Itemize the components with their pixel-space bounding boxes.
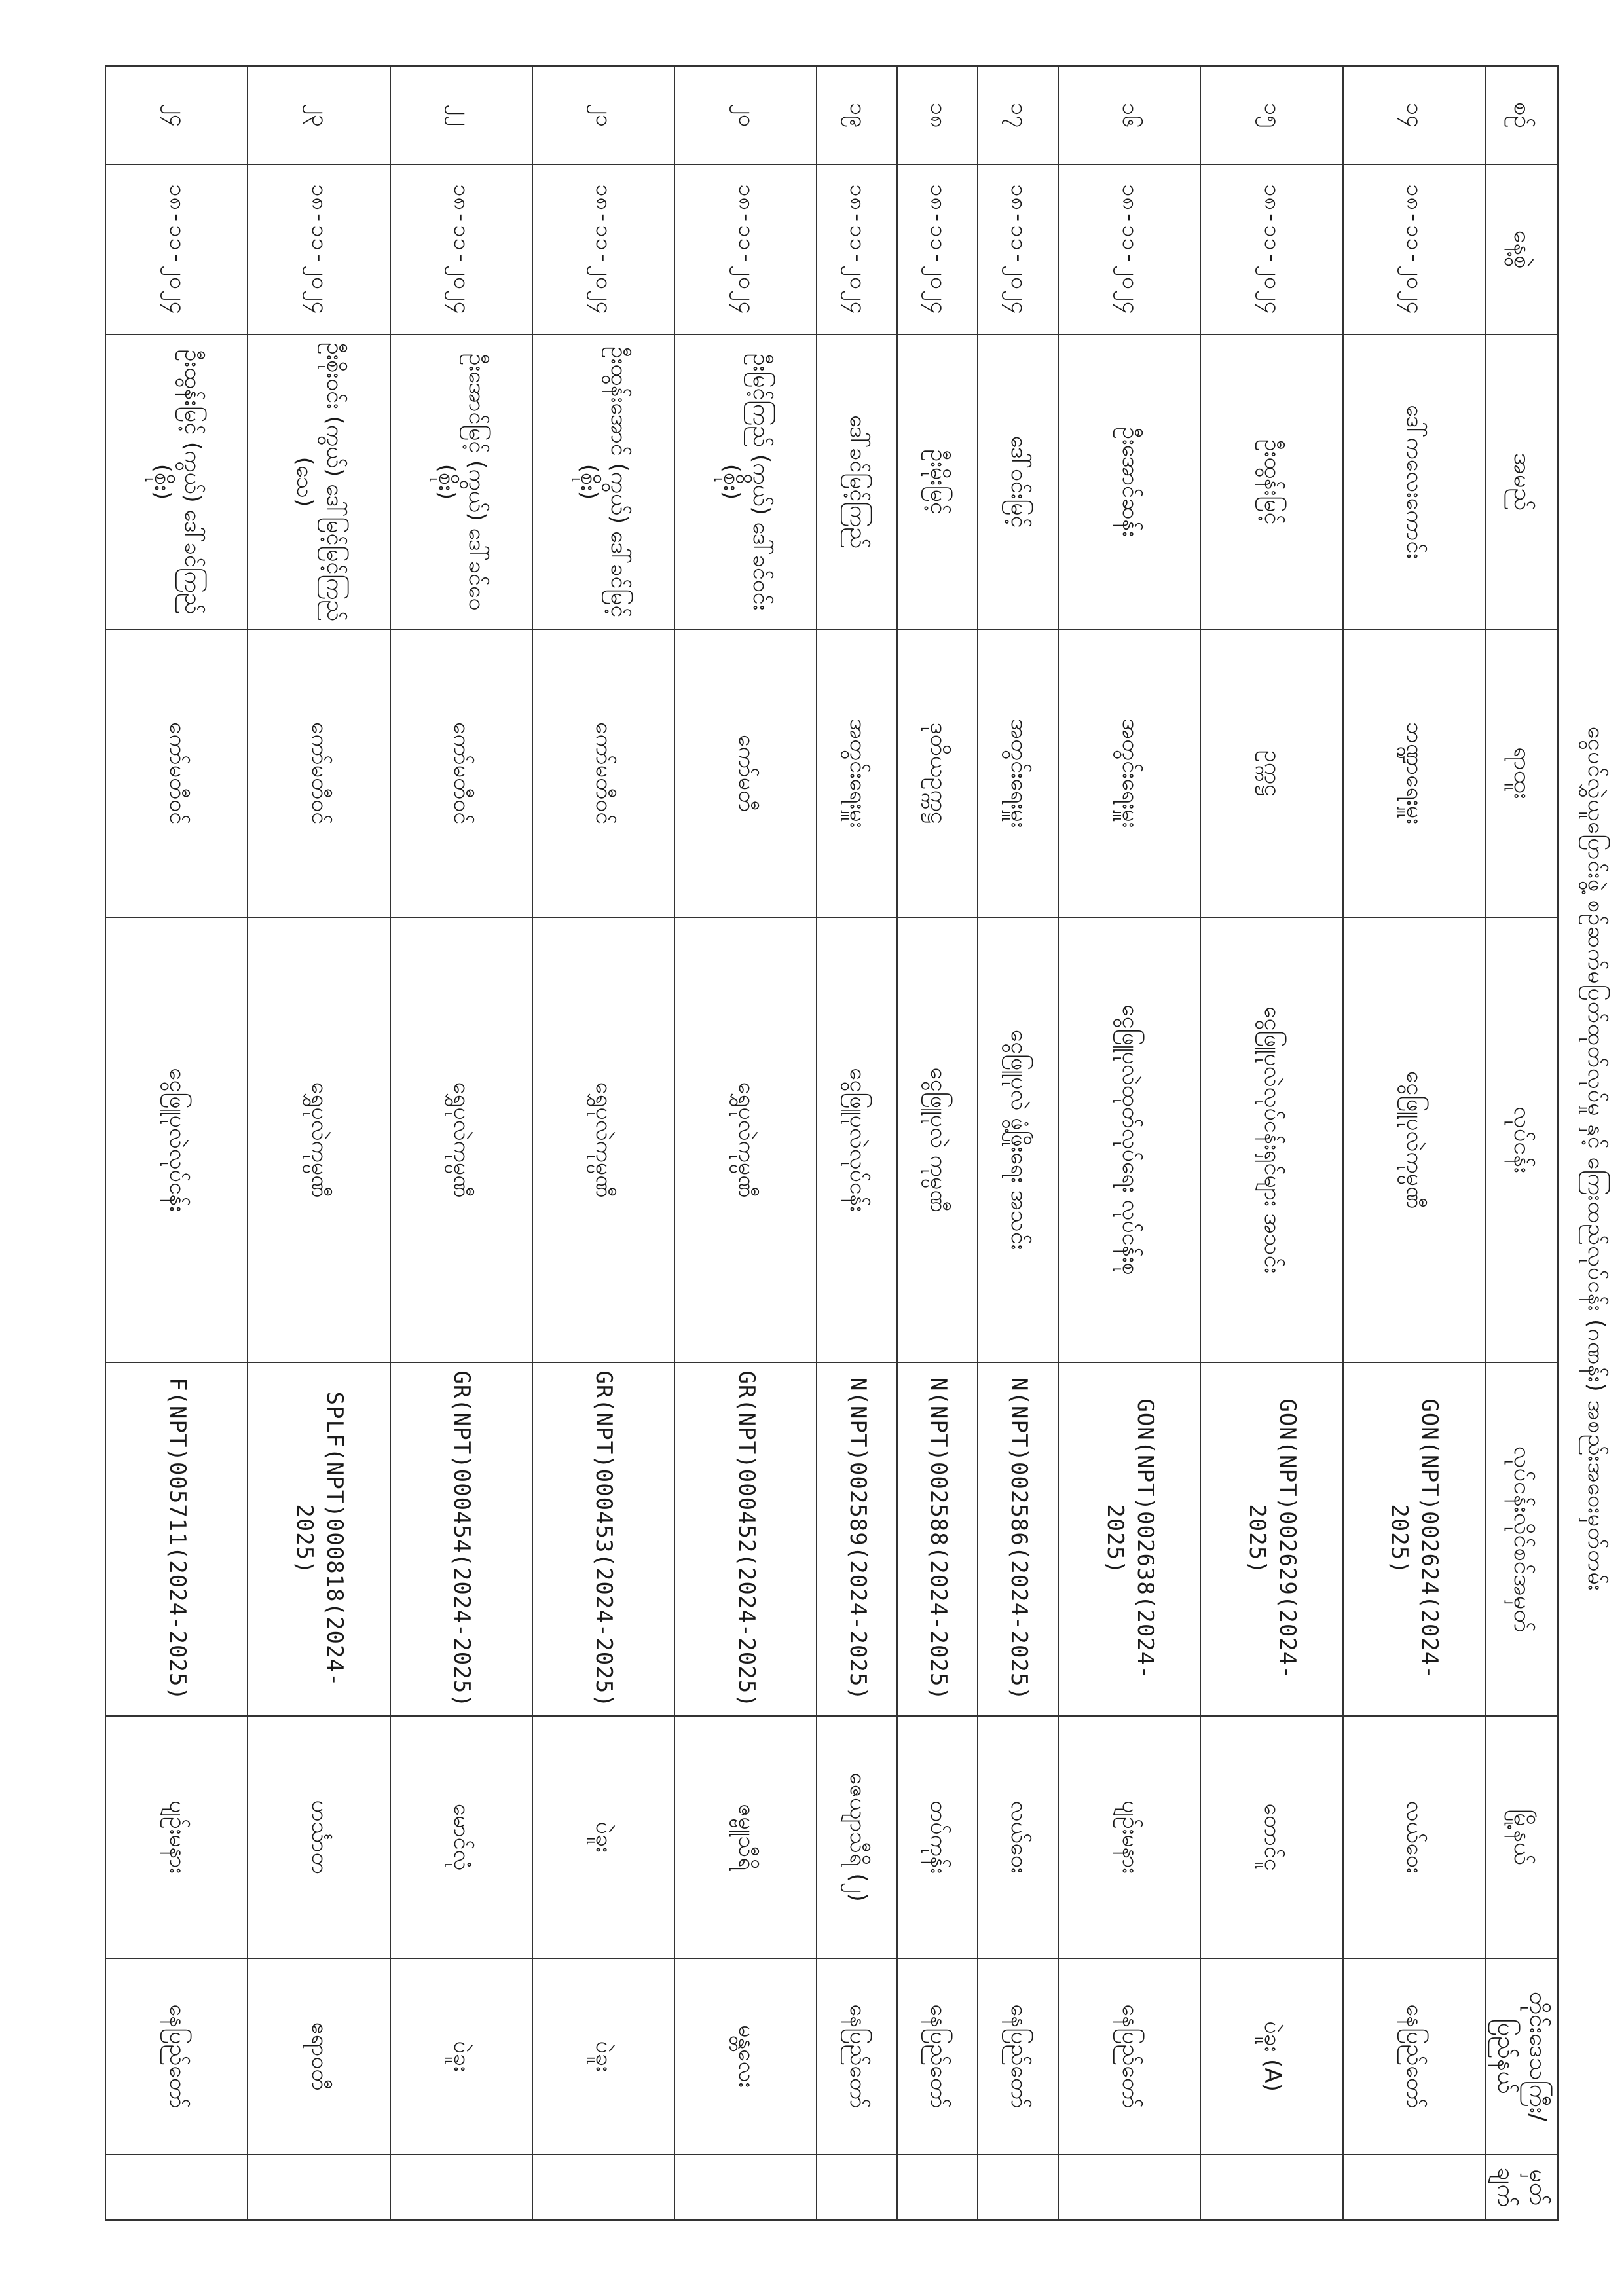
- row-township: ဇမ္ဗူသီရိ: [674, 1716, 817, 1958]
- row-remark: [390, 2155, 532, 2220]
- row-no: ၂၂: [390, 66, 532, 164]
- row-name: ဦးအောင်မြင့် (ကွယ်) ဒေါ်ခင်ဝေ (စိုး): [390, 335, 532, 629]
- row-company: ငွေဖြူပုလဲလုပ်ငန်း: [105, 917, 248, 1362]
- table-row: [978, 66, 1058, 2220]
- row-no: ၁၇: [978, 66, 1058, 164]
- row-company: ငွေဖြူပုလဲထုတ်လုပ်ရေး လုပ်ငန်းစု: [1058, 917, 1200, 1362]
- row-remark: [1200, 2155, 1342, 2220]
- row-township: ဇေယျာသီရိ (၂): [817, 1716, 897, 1958]
- row-township: ပဲခူး: [532, 1716, 674, 1958]
- row-license: GR(NPT)000452(2024-2025): [674, 1362, 817, 1716]
- row-region: နေပြည်တော်: [817, 1958, 897, 2155]
- row-date: ၁၈-၁၁-၂၀၂၄: [1343, 164, 1485, 335]
- row-position: ကော်မတီ: [674, 629, 817, 917]
- row-position: ကော်မတီဝင်: [248, 629, 390, 917]
- row-no: ၂၄: [105, 66, 248, 164]
- row-company: ငွေဖြူပုလဲ ကုမ္ပဏီ: [897, 917, 978, 1362]
- row-no: ၂၀: [674, 66, 817, 164]
- row-township: တောင်ငူ: [1200, 1716, 1342, 1958]
- header-license: လုပ်ငန်းလိုင်စင်အမှတ်: [1485, 1362, 1558, 1716]
- row-township: ဟင်္သာတ: [248, 1716, 390, 1958]
- row-date: ၁၈-၁၁-၂၀၂၄: [978, 164, 1058, 335]
- row-company: ငွေဖြူပုလဲ ဖွံ့ဖြိုးရေး အသင်း: [978, 917, 1058, 1362]
- page-title: ငွေပင်လွှဲယူပြောင်းဖွဲ့ စဉ်ဆက်မပြတ်ထုတ်လုပ်မှု နှင့် ကြေးထည်လုပ်ငန်း (ဂဏန်း) အစည်းအဝေးမှတ်တမ်း: [1583, 726, 1609, 1592]
- table-row: [248, 66, 390, 2220]
- row-remark: [1058, 2155, 1200, 2220]
- row-date: ၁၈-၁၁-၂၀၂၄: [105, 164, 248, 335]
- row-name: ဒေါ်ဝင်းမြင့်: [978, 335, 1058, 629]
- row-company: ငွေဖြူပုလဲကုမ္ပဏီ: [1343, 917, 1485, 1362]
- row-company: ရွှေပုလဲကုမ္ပဏီ: [674, 917, 817, 1362]
- table-row: [1200, 66, 1342, 2220]
- header-position: ရာထူး: [1485, 629, 1558, 917]
- row-region: နေပြည်တော်: [897, 1958, 978, 2155]
- row-position: ကော်မတီဝင်: [532, 629, 674, 917]
- row-region: နေပြည်တော်: [105, 1958, 248, 2155]
- row-township: ပျဉ်းမနား: [1058, 1716, 1200, 1958]
- row-license: GON(NPT)002638(2024-2025): [1058, 1362, 1200, 1716]
- table-row: [674, 66, 817, 2220]
- row-date: ၁၈-၁၁-၂၀၂၄: [1058, 164, 1200, 335]
- row-position: ကော်မတီဝင်: [105, 629, 248, 917]
- row-date: ၁၈-၁၁-၂၀၂၄: [1200, 164, 1342, 335]
- row-date: ၁၈-၁၁-၂၀၂၄: [532, 164, 674, 335]
- row-position: ဥက္ကဋ္ဌ: [1200, 629, 1342, 917]
- row-position: ဒုတိယဥက္ကဋ္ဌ: [897, 629, 978, 917]
- row-remark: [532, 2155, 674, 2220]
- row-date: ၁၈-၁၁-၂၀၂၄: [897, 164, 978, 335]
- row-license: GON(NPT)002624(2024-2025): [1343, 1362, 1485, 1716]
- row-remark: [1343, 2155, 1485, 2220]
- row-township: လယ်ဝေး: [1343, 1716, 1485, 1958]
- row-license: GR(NPT)000454(2024-2025): [390, 1362, 532, 1716]
- row-company: ရွှေပုလဲကုမ္ပဏီ: [390, 917, 532, 1362]
- row-remark: [248, 2155, 390, 2220]
- row-license: SPLF(NPT)000818(2024-2025): [248, 1362, 390, 1716]
- row-date: ၁၈-၁၁-၂၀၂၄: [674, 164, 817, 335]
- row-name: ဦးထွန်းမြင့် (ကွယ်) ဒေါ်ခင်ကြည် (စိုး): [105, 335, 248, 629]
- row-remark: [897, 2155, 978, 2220]
- row-name: ဒေါ်ခင်မြင့်ကြည်: [817, 335, 897, 629]
- row-township: တပ်ကုန်း: [897, 1716, 978, 1958]
- row-region: နေပြည်တော်: [1058, 1958, 1200, 2155]
- row-region: နေပြည်တော်: [1343, 1958, 1485, 2155]
- row-remark: [105, 2155, 248, 2220]
- row-name: ဦးစိုးဝင်း (ကွယ်) ဒေါ်မြင့်မြင့်ကြည် (သေ): [248, 335, 390, 629]
- header-name: အမည်: [1485, 335, 1558, 629]
- row-region: ဧရာဝတီ: [248, 1958, 390, 2155]
- row-company: ရွှေပုလဲကုမ္ပဏီ: [248, 917, 390, 1362]
- header-date: နေ့စွဲ: [1485, 164, 1558, 335]
- row-remark: [817, 2155, 897, 2220]
- table-row: [532, 66, 674, 2220]
- row-no: ၂၁: [532, 66, 674, 164]
- rotated-sheet: [92, 59, 1609, 2259]
- row-date: ၁၈-၁၁-၂၀၂၄: [390, 164, 532, 335]
- row-township: ပျဉ်းမနား: [105, 1716, 248, 1958]
- header-township: မြို့နယ်: [1485, 1716, 1558, 1958]
- row-township: လယ်ဝေး: [978, 1716, 1058, 1958]
- row-date: ၁၈-၁၁-၂၀၂၄: [248, 164, 390, 335]
- row-name: ဦးထွန်းအောင် (ကွယ်) ဒေါ်ခင်မြင့် (စိုး): [532, 335, 674, 629]
- row-remark: [978, 2155, 1058, 2220]
- header-region: တိုင်းဒေသကြီး/ပြည်နယ်: [1485, 1958, 1558, 2155]
- table-row: [105, 66, 248, 2220]
- row-name: ဒေါ်ကလေးကောင်း: [1343, 335, 1485, 629]
- row-region: ပဲခူး: [390, 1958, 532, 2155]
- row-license: N(NPT)002588(2024-2025): [897, 1362, 978, 1716]
- row-position: အတွင်းရေးမှူး: [978, 629, 1058, 917]
- header-no: စဉ်: [1485, 66, 1558, 164]
- row-no: ၁၄: [1343, 66, 1485, 164]
- row-region: ပဲခူး (A): [1200, 1958, 1342, 2155]
- row-position: ဘဏ္ဍာရေးမှူး: [1343, 629, 1485, 917]
- row-position: အတွင်းရေးမှူး: [1058, 629, 1200, 917]
- row-no: ၁၆: [1058, 66, 1200, 164]
- header-company: လုပ်ငန်း: [1485, 917, 1558, 1362]
- row-region: နေပြည်တော်: [978, 1958, 1058, 2155]
- row-position: ကော်မတီဝင်: [390, 629, 532, 917]
- row-no: ၁၉: [817, 66, 897, 164]
- row-township: မောင်လုံ: [390, 1716, 532, 1958]
- row-name: ဦးမြင့်ကြည် (ကွယ်) ဒေါ်ခင်ဝင်း (စိုး): [674, 335, 817, 629]
- table-row: [817, 66, 897, 2220]
- row-region: ပဲခူး: [532, 1958, 674, 2155]
- row-license: F(NPT)005711(2024-2025): [105, 1362, 248, 1716]
- row-name: ဦးအောင်ဆန်း: [1058, 335, 1200, 629]
- row-date: ၁၈-၁၁-၂၀၂၄: [817, 164, 897, 335]
- table-row: [390, 66, 532, 2220]
- row-license: N(NPT)002586(2024-2025): [978, 1362, 1058, 1716]
- row-name: ဦးထွန်းမြင့်: [1200, 335, 1342, 629]
- row-company: ရွှေပုလဲကုမ္ပဏီ: [532, 917, 674, 1362]
- row-no: ၁၅: [1200, 66, 1342, 164]
- row-license: GR(NPT)000453(2024-2025): [532, 1362, 674, 1716]
- row-license: GON(NPT)002629(2024-2025): [1200, 1362, 1342, 1716]
- row-company: ငွေဖြူပုလဲလုပ်ငန်းရှင်များ အသင်း: [1200, 917, 1342, 1362]
- header-remark: မှတ်ချက်: [1485, 2155, 1558, 2220]
- table-row: [1058, 66, 1200, 2220]
- table-row: [1343, 66, 1485, 2220]
- row-position: အတွင်းရေးမှူး: [817, 629, 897, 917]
- row-no: ၂၃: [248, 66, 390, 164]
- row-region: မန္တလေး: [674, 1958, 817, 2155]
- row-no: ၁၈: [897, 66, 978, 164]
- row-license: N(NPT)002589(2024-2025): [817, 1362, 897, 1716]
- row-remark: [674, 2155, 817, 2220]
- row-name: ဦးမိုးမြင့်: [897, 335, 978, 629]
- row-company: ငွေဖြူပုလဲလုပ်ငန်း: [817, 917, 897, 1362]
- table-header-row: [1485, 66, 1558, 2220]
- register-table: [105, 65, 1559, 2221]
- table-row: [897, 66, 978, 2220]
